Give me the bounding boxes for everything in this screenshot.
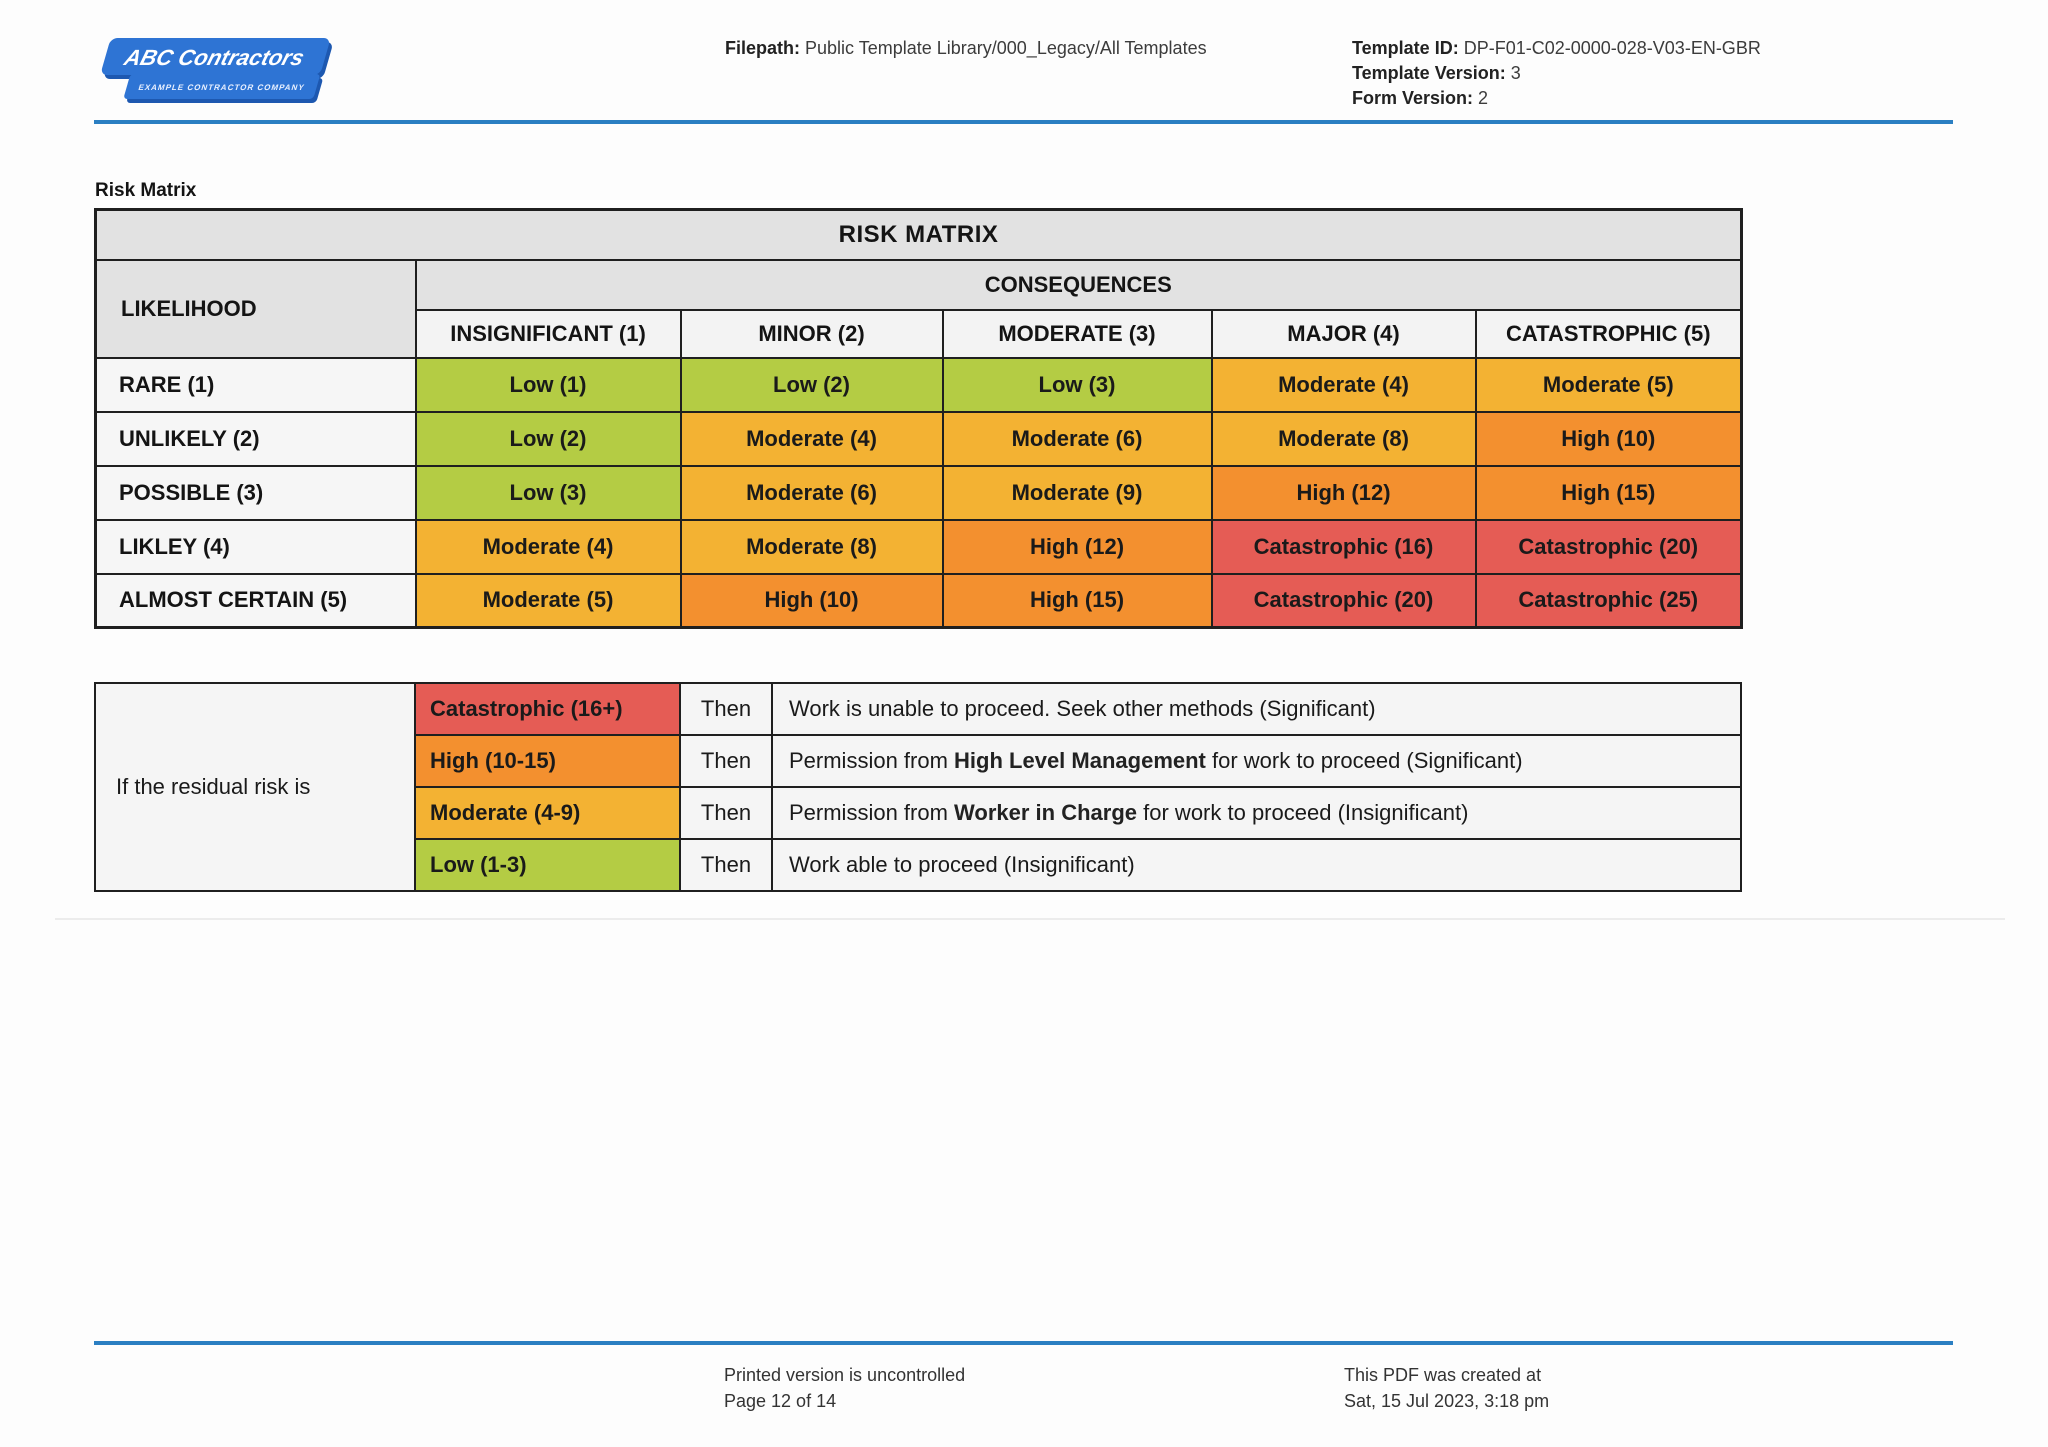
template-version-line	[1352, 61, 1761, 86]
template-version-label: Template Version:	[1352, 63, 1506, 83]
residual-lead-text: If the residual risk is	[95, 683, 415, 891]
rule-text-suffix: for work to proceed (Significant)	[1205, 748, 1523, 773]
template-id-value: DP-F01-C02-0000-028-V03-EN-GBR	[1463, 38, 1761, 58]
likelihood-label: RARE (1)	[96, 358, 416, 412]
residual-level-badge: High (10-15)	[415, 735, 680, 787]
likelihood-label: UNLIKELY (2)	[96, 412, 416, 466]
risk-cell: High (15)	[943, 574, 1212, 628]
risk-cell: High (15)	[1476, 466, 1742, 520]
uncontrolled-notice: Printed version is uncontrolled	[724, 1365, 966, 1385]
rule-text-bold: High Level Management	[954, 748, 1206, 773]
rule-text-bold: Worker in Charge	[954, 800, 1138, 825]
form-version-value: 2	[1478, 88, 1489, 108]
risk-cell: High (12)	[943, 520, 1212, 574]
residual-rule-text	[772, 787, 1741, 839]
filepath	[725, 38, 1207, 59]
pdf-created-timestamp: Sat, 15 Jul 2023, 3:18 pm	[1344, 1391, 1550, 1411]
column-header-insignificant: INSIGNIFICANT (1)	[416, 310, 681, 358]
risk-cell: Low (3)	[943, 358, 1212, 412]
column-header-major: MAJOR (4)	[1212, 310, 1476, 358]
risk-cell: Low (2)	[681, 358, 943, 412]
risk-cell: Moderate (4)	[1212, 358, 1476, 412]
risk-cell: Catastrophic (16)	[1212, 520, 1476, 574]
rule-text-prefix: Permission from	[789, 800, 955, 825]
template-id-label: Template ID:	[1352, 38, 1459, 58]
matrix-row-possible	[96, 466, 1742, 520]
residual-rule-text	[772, 839, 1741, 891]
template-meta	[1352, 36, 1761, 111]
then-label: Then	[680, 839, 772, 891]
then-label: Then	[680, 683, 772, 735]
risk-cell: High (12)	[1212, 466, 1476, 520]
logo-subtitle-strip	[123, 74, 320, 99]
risk-cell: Moderate (6)	[681, 466, 943, 520]
risk-matrix-table	[94, 208, 1743, 629]
section-title: Risk Matrix	[95, 180, 197, 201]
likelihood-label: POSSIBLE (3)	[96, 466, 416, 520]
risk-cell: Catastrophic (20)	[1212, 574, 1476, 628]
risk-cell: Low (1)	[416, 358, 681, 412]
matrix-row-unlikely	[96, 412, 1742, 466]
matrix-row-rare	[96, 358, 1742, 412]
logo-subtitle: EXAMPLE CONTRACTOR COMPANY	[137, 83, 306, 92]
page-number: Page 12 of 14	[724, 1391, 837, 1411]
form-version-label: Form Version:	[1352, 88, 1474, 108]
residual-rule-text	[772, 683, 1741, 735]
column-header-moderate: MODERATE (3)	[943, 310, 1212, 358]
risk-cell: Moderate (4)	[416, 520, 681, 574]
risk-cell: Low (3)	[416, 466, 681, 520]
footer-left-block	[724, 1362, 965, 1414]
residual-level-badge: Moderate (4-9)	[415, 787, 680, 839]
header-divider-line	[94, 120, 1953, 124]
risk-cell: Catastrophic (20)	[1476, 520, 1742, 574]
logo-title: ABC Contractors	[121, 45, 308, 70]
risk-cell: Moderate (5)	[416, 574, 681, 628]
matrix-row-almost-certain	[96, 574, 1742, 628]
consequences-header: CONSEQUENCES	[416, 260, 1742, 310]
risk-cell: Moderate (9)	[943, 466, 1212, 520]
residual-level-badge: Low (1-3)	[415, 839, 680, 891]
likelihood-label: LIKLEY (4)	[96, 520, 416, 574]
template-version-value: 3	[1510, 63, 1521, 83]
then-label: Then	[680, 787, 772, 839]
residual-level-badge: Catastrophic (16+)	[415, 683, 680, 735]
then-label: Then	[680, 735, 772, 787]
rule-text-prefix: Work able to proceed (Insignificant)	[789, 852, 1135, 877]
template-id-line	[1352, 36, 1761, 61]
residual-rule-text	[772, 735, 1741, 787]
risk-cell: High (10)	[1476, 412, 1742, 466]
footer-divider-line	[94, 1341, 1953, 1345]
residual-risk-table	[94, 682, 1742, 892]
company-logo	[102, 38, 308, 99]
residual-row-catastrophic	[95, 683, 1741, 735]
risk-cell: Moderate (8)	[1212, 412, 1476, 466]
footer-right-block	[1344, 1362, 1549, 1414]
logo-banner	[100, 38, 331, 75]
risk-cell: Moderate (6)	[943, 412, 1212, 466]
content-divider-line	[55, 918, 2005, 920]
form-version-line	[1352, 86, 1761, 111]
risk-cell: Moderate (5)	[1476, 358, 1742, 412]
risk-cell: Moderate (8)	[681, 520, 943, 574]
risk-cell: High (10)	[681, 574, 943, 628]
rule-text-prefix: Work is unable to proceed. Seek other methods (Significant)	[789, 696, 1376, 721]
filepath-label: Filepath:	[725, 38, 800, 58]
risk-cell: Catastrophic (25)	[1476, 574, 1742, 628]
matrix-row-likley	[96, 520, 1742, 574]
pdf-created-label: This PDF was created at	[1344, 1365, 1542, 1385]
rule-text-suffix: for work to proceed (Insignificant)	[1137, 800, 1469, 825]
risk-cell: Low (2)	[416, 412, 681, 466]
likelihood-header: LIKELIHOOD	[96, 260, 416, 358]
matrix-title: RISK MATRIX	[96, 210, 1742, 260]
rule-text-prefix: Permission from	[789, 748, 955, 773]
column-header-catastrophic: CATASTROPHIC (5)	[1476, 310, 1742, 358]
likelihood-label: ALMOST CERTAIN (5)	[96, 574, 416, 628]
filepath-value: Public Template Library/000_Legacy/All Templates	[805, 38, 1207, 58]
risk-cell: Moderate (4)	[681, 412, 943, 466]
column-header-minor: MINOR (2)	[681, 310, 943, 358]
